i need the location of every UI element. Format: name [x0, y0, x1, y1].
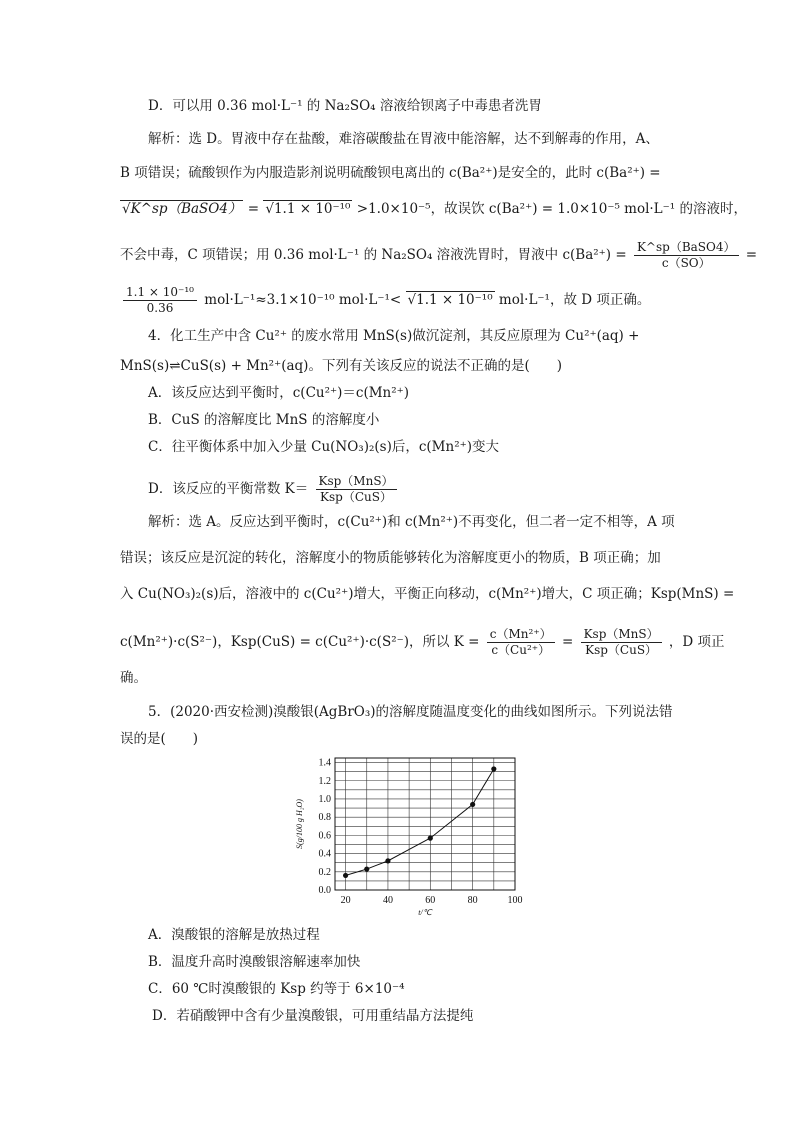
data-point: [343, 873, 348, 878]
fraction-k: $\frac{\text{Ksp（MnS）}}{\text{Ksp（CuS）}}$: [316, 474, 397, 505]
data-point: [428, 836, 433, 841]
y-tick-label: 0.0: [318, 885, 331, 896]
q4-analysis-line4: c(Mn²⁺)·c(S²⁻)，Ksp(CuS) = c(Cu²⁺)·c(S²⁻)，所以 K = $\frac{\text{c（Mn²⁺）}}{\text{c（Cu²⁺）}}$ = $\frac{\text{Ksp（MnS）}}{\text{Ksp（CuS）}}$ ，D 项正: [120, 627, 725, 657]
x-axis-label: t/℃: [418, 908, 432, 917]
q4-option-c: C．往平衡体系中加入少量 Cu(NO₃)₂(s)后，c(Mn²⁺)变大: [148, 439, 499, 455]
q4-stem-line1: 4．化工生产中含 Cu²⁺ 的废水常用 MnS(s)做沉淀剂，其反应原理为 Cu²⁺(aq) +: [148, 328, 640, 344]
q4-analysis-line5: 确。: [120, 670, 147, 686]
fraction-ksp-over-c: $\frac{\text{K\textasciicircum{}sp（BaSO4）}}{c(SO)}$: [634, 240, 739, 271]
y-tick-label: 0.8: [318, 812, 331, 824]
x-tick-label: 40: [382, 895, 393, 906]
q4-option-b: B．CuS 的溶解度比 MnS 的溶解度小: [148, 412, 380, 428]
q3-analysis-line5: $\frac{\text{1.1 × 10⁻¹⁰}}{0.36}$ mol·L⁻¹≈3.1×10⁻¹⁰ mol·L⁻¹< √1.1 × 10⁻¹⁰ mol·L⁻¹，故 D 项正确。: [120, 285, 650, 316]
q5-option-b: B．温度升高时溴酸银溶解速率加快: [148, 954, 361, 970]
fraction-value: $\frac{\text{1.1 × 10⁻¹⁰}}{0.36}$: [123, 285, 197, 316]
q4-option-d: D．该反应的平衡常数 K＝ $\frac{\text{Ksp（MnS）}}{\text{Ksp（CuS）}}$: [148, 474, 400, 505]
chart-x-ticks: [341, 895, 523, 906]
sqrt-value-2: √1.1 × 10⁻¹⁰: [407, 292, 493, 308]
x-tick-label: 80: [467, 895, 478, 906]
y-tick-label: 1.2: [318, 775, 331, 787]
q5-option-d: D．若硝酸钾中含有少量溴酸银，可用重结晶方法提纯: [152, 1008, 474, 1024]
q3-analysis-line2: B 项错误；硫酸钡作为内服造影剂说明硫酸钡电离出的 c(Ba²⁺)是安全的，此时 c(Ba²⁺) =: [120, 165, 661, 181]
q4-stem-line2: MnS(s)⇌CuS(s) + Mn²⁺(aq)。下列有关该反应的说法不正确的是( ): [120, 358, 562, 374]
q4-option-a: A．该反应达到平衡时，c(Cu²⁺)＝c(Mn²⁺): [148, 385, 410, 401]
y-tick-label: 1.4: [318, 757, 331, 769]
y-tick-label: 0.6: [318, 830, 331, 842]
x-tick-label: 20: [340, 895, 351, 906]
q3-option-d: D．可以用 0.36 mol·L⁻¹ 的 Na₂SO₄ 溶液给钡离子中毒患者洗胃: [148, 98, 542, 114]
q5-stem-line1: 5．(2020·西安检测)溴酸银(AgBrO₃)的溶解度随温度变化的曲线如图所示。下列说法错: [148, 704, 673, 720]
fraction-ksp-ratio: $\frac{\text{Ksp（MnS）}}{\text{Ksp（CuS）}}$: [581, 627, 662, 658]
sqrt-ksp: √K^sp（BaSO4）: [122, 201, 242, 217]
q3-analysis-line4: 不会中毒，C 项错误；用 0.36 mol·L⁻¹ 的 Na₂SO₄ 溶液洗胃时，胃液中 c(Ba²⁺) = $\frac{\text{K\textasciicircum{}sp（BaSO4）}}{c(SO)}$ =: [120, 240, 758, 270]
data-point: [470, 802, 475, 807]
q3-analysis-line3: √K^sp（BaSO4） = √1.1 × 10⁻¹⁰ >1.0×10⁻⁵，故误饮 c(Ba²⁺) = 1.0×10⁻⁵ mol·L⁻¹ 的溶液时，: [122, 201, 747, 217]
q4-analysis-line3: 入 Cu(NO₃)₂(s)后，溶液中的 c(Cu²⁺)增大，平衡正向移动，c(Mn²⁺)增大，C 项正确；Ksp(MnS) =: [120, 586, 735, 602]
y-tick-label: 0.4: [318, 848, 331, 860]
chart-y-ticks: [319, 758, 332, 896]
x-tick-label: 100: [507, 895, 523, 906]
data-point: [364, 866, 369, 871]
y-tick-label: 0.2: [318, 866, 331, 878]
q5-option-a: A．溴酸银的溶解是放热过程: [148, 927, 320, 943]
y-axis-label: S(g/100 g H₂O): [295, 799, 304, 849]
q3-analysis-line1: 解析：选 D。胃液中存在盐酸，难溶碳酸盐在胃液中能溶解，达不到解毒的作用，A、: [148, 131, 659, 147]
solubility-curve: [346, 769, 494, 876]
data-point: [385, 858, 390, 863]
sqrt-value: √1.1 × 10⁻¹⁰: [265, 201, 351, 217]
q4-analysis-line1: 解析：选 A。反应达到平衡时，c(Cu²⁺)和 c(Mn²⁺)不再变化，但二者一定不相等，A 项: [148, 514, 675, 530]
data-points: [343, 766, 496, 878]
q4-analysis-line2: 错误；该反应是沉淀的转化，溶解度小的物质能够转化为溶解度更小的物质，B 项正确；加: [120, 550, 661, 566]
x-tick-label: 60: [425, 895, 436, 906]
solubility-chart: [290, 750, 530, 920]
fraction-c-ratio: $\frac{\text{c（Mn²⁺）}}{\text{c（Cu²⁺）}}$: [487, 627, 555, 658]
y-tick-label: 1.0: [318, 793, 331, 805]
q5-stem-line2: 误的是( ): [120, 731, 199, 747]
data-point: [491, 766, 496, 771]
q5-option-c: C．60 ℃时溴酸银的 Ksp 约等于 6×10⁻⁴: [148, 981, 405, 997]
